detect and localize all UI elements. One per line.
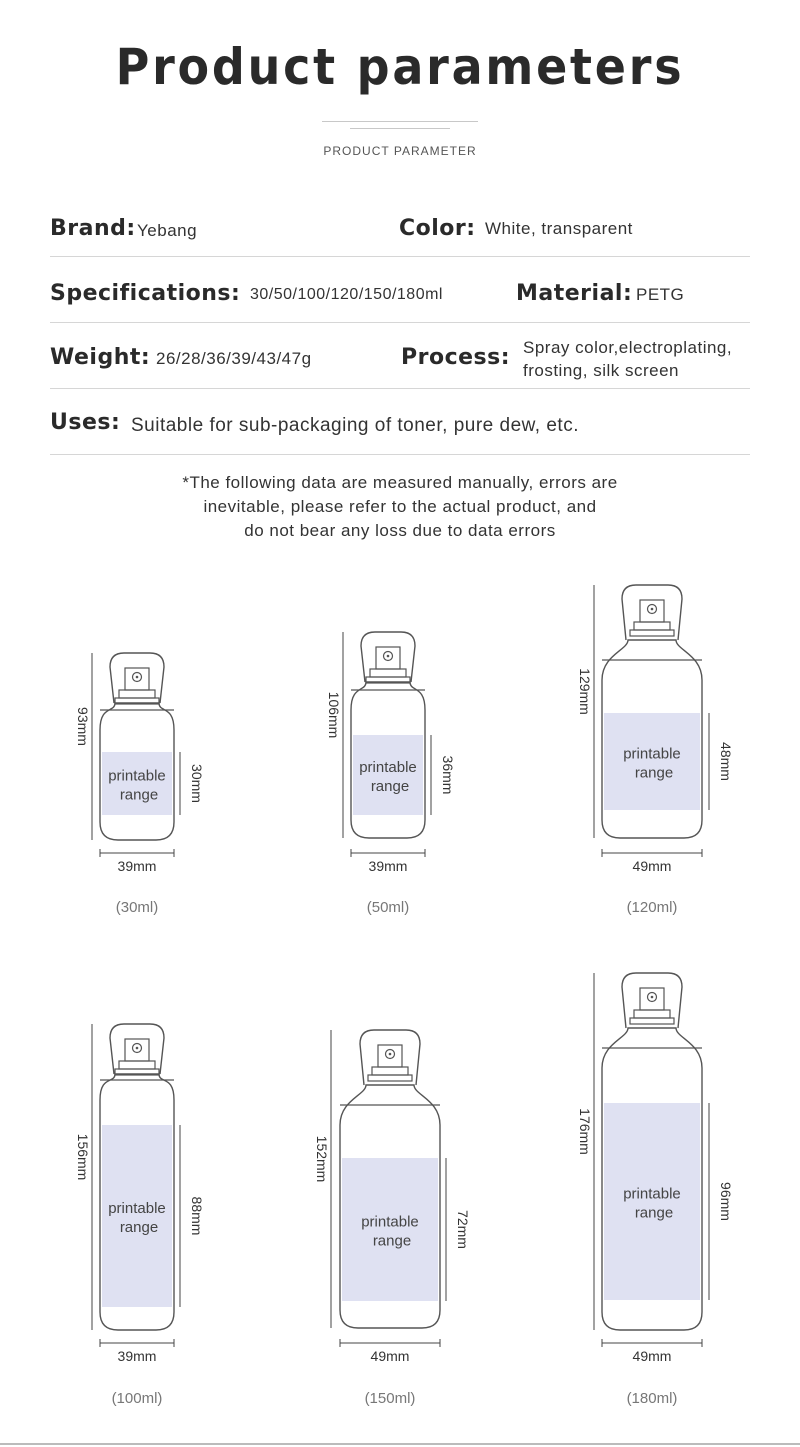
spray-cap xyxy=(622,585,682,640)
width-dimension-label: 39mm xyxy=(368,858,408,874)
color-value: White, transparent xyxy=(485,219,633,238)
pump-collar xyxy=(634,622,670,630)
spray-cap xyxy=(622,973,682,1028)
printable-label: range xyxy=(370,778,410,795)
bottle-figure xyxy=(75,1024,205,1407)
width-dimension-label: 49mm xyxy=(632,1348,672,1364)
bottle-diagrams xyxy=(0,560,800,1440)
specifications-value: 30/50/100/120/150/180ml xyxy=(250,286,443,303)
brand-value: Yebang xyxy=(137,221,198,240)
pump-base xyxy=(630,630,674,636)
printable-label: printable xyxy=(361,1213,419,1231)
nozzle-dot-icon xyxy=(389,1053,392,1056)
width-dimension-label: 39mm xyxy=(117,1348,157,1364)
nozzle-dot-icon xyxy=(136,1047,139,1050)
pump-base xyxy=(630,1018,674,1024)
bottle-figure xyxy=(314,1030,471,1407)
height-dimension-label: 106mm xyxy=(326,691,342,739)
disclaimer-line: inevitable, please refer to the actual product, and xyxy=(203,497,597,516)
printable-label: printable xyxy=(623,745,681,763)
printable-label: printable xyxy=(108,767,166,785)
capacity-caption: (180ml) xyxy=(626,1390,678,1407)
spray-nozzle xyxy=(125,668,149,690)
printable-label: range xyxy=(119,786,159,804)
disclaimer-note xyxy=(100,471,700,543)
spray-cap xyxy=(360,1030,420,1085)
printable-label: range xyxy=(372,1232,412,1250)
footer-divider xyxy=(0,1443,800,1445)
spray-nozzle xyxy=(640,988,664,1010)
row-divider xyxy=(50,388,750,389)
pump-base xyxy=(368,1075,412,1081)
printable-label: range xyxy=(634,1204,674,1222)
printable-height-label: 48mm xyxy=(718,742,734,781)
process-value-line-2: frosting, silk screen xyxy=(523,361,679,380)
specifications-label: Specifications: xyxy=(50,281,241,306)
capacity-caption: (120ml) xyxy=(626,899,678,916)
process-label: Process: xyxy=(401,345,511,370)
printable-label: printable xyxy=(359,759,417,776)
bottle-figure xyxy=(75,653,205,916)
printable-label: printable xyxy=(623,1185,681,1203)
capacity-caption: (150ml) xyxy=(364,1390,416,1407)
material-value: PETG xyxy=(636,285,685,304)
nozzle-dot-icon xyxy=(136,676,139,679)
width-dimension-label: 49mm xyxy=(370,1348,410,1364)
row-divider xyxy=(50,454,750,455)
pump-collar xyxy=(372,1067,408,1075)
nozzle-dot-icon xyxy=(651,996,654,999)
weight-value: 26/28/36/39/43/47g xyxy=(156,349,312,368)
brand-label: Brand: xyxy=(50,216,136,241)
title-divider-top xyxy=(322,121,478,122)
printable-height-label: 36mm xyxy=(440,755,456,795)
nozzle-dot-icon xyxy=(387,655,390,658)
printable-height-label: 72mm xyxy=(455,1210,471,1249)
capacity-caption: (30ml) xyxy=(115,899,159,916)
spray-nozzle xyxy=(640,600,664,622)
pump-collar xyxy=(370,669,406,677)
title-divider-bottom xyxy=(350,128,450,129)
spray-nozzle xyxy=(125,1039,149,1061)
printable-label: printable xyxy=(108,1200,166,1217)
height-dimension-label: 176mm xyxy=(577,1108,593,1155)
color-label: Color: xyxy=(399,216,476,241)
height-dimension-label: 156mm xyxy=(75,1133,91,1181)
bottle-figure xyxy=(326,632,456,916)
uses-label: Uses: xyxy=(50,410,121,435)
pump-collar xyxy=(119,1061,155,1069)
page-subtitle: PRODUCT PARAMETER xyxy=(323,144,477,158)
printable-label: range xyxy=(119,1219,159,1236)
process-value-line-1: Spray color,electroplating, xyxy=(523,338,733,357)
pump-collar xyxy=(119,690,155,698)
width-dimension-label: 49mm xyxy=(632,858,672,874)
nozzle-dot-icon xyxy=(651,608,654,611)
page-title: Product parameters xyxy=(115,38,685,96)
bottle-figure xyxy=(577,973,734,1407)
printable-height-label: 96mm xyxy=(718,1182,734,1221)
width-dimension-label: 39mm xyxy=(117,858,157,874)
weight-label: Weight: xyxy=(50,345,151,370)
height-dimension-label: 152mm xyxy=(314,1135,330,1183)
capacity-caption: (100ml) xyxy=(111,1390,163,1407)
spray-nozzle xyxy=(378,1045,402,1067)
disclaimer-line: *The following data are measured manually, errors are xyxy=(182,473,618,492)
height-dimension-label: 129mm xyxy=(577,668,593,715)
printable-height-label: 30mm xyxy=(189,764,205,803)
printable-height-label: 88mm xyxy=(189,1196,205,1236)
row-divider xyxy=(50,322,750,323)
row-divider xyxy=(50,256,750,257)
disclaimer-line: do not bear any loss due to data errors xyxy=(244,521,556,540)
capacity-caption: (50ml) xyxy=(366,899,410,916)
printable-label: range xyxy=(634,764,674,782)
material-label: Material: xyxy=(516,281,633,306)
uses-value: Suitable for sub-packaging of toner, pure dew, etc. xyxy=(131,415,579,436)
pump-collar xyxy=(634,1010,670,1018)
height-dimension-label: 93mm xyxy=(75,707,91,746)
bottle-figure xyxy=(577,585,734,916)
spray-nozzle xyxy=(376,647,400,669)
